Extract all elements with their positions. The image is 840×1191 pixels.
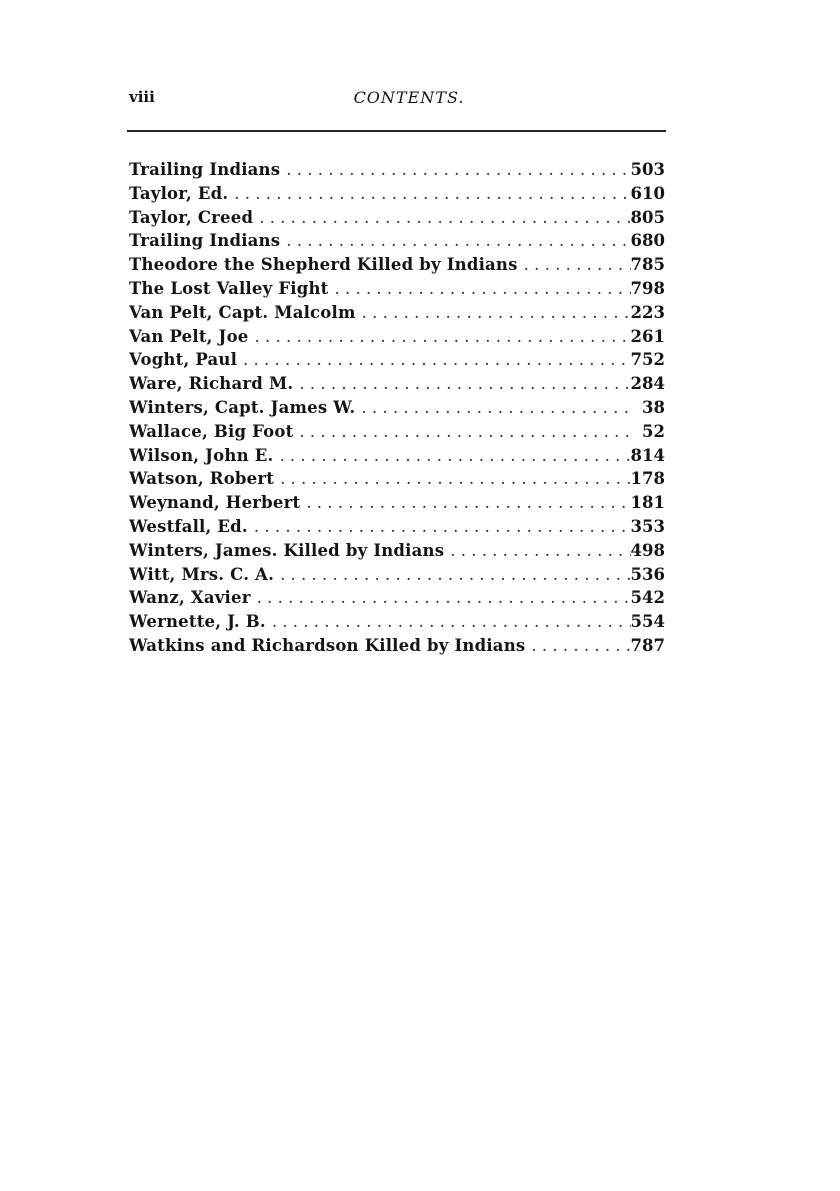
entry-title: Van Pelt, Joe bbox=[129, 326, 249, 346]
contents-entry bbox=[129, 515, 665, 539]
entry-title: Van Pelt, Capt. Malcolm bbox=[129, 302, 356, 322]
dot-leader bbox=[299, 372, 630, 396]
contents-entry bbox=[129, 206, 665, 230]
entry-title: Wernette, J. B. bbox=[129, 612, 266, 632]
contents-entry bbox=[129, 563, 665, 587]
contents-entry bbox=[129, 396, 665, 420]
entry-title: Trailing Indians bbox=[129, 160, 281, 179]
entry-page-number: 353 bbox=[630, 516, 665, 536]
page-number: viii bbox=[129, 88, 155, 106]
header-rule bbox=[127, 130, 666, 132]
contents-entry bbox=[129, 277, 665, 301]
entry-page-number: 498 bbox=[630, 540, 665, 560]
contents-entry bbox=[129, 634, 665, 658]
entry-page-number: 805 bbox=[630, 207, 665, 227]
dot-leader bbox=[299, 420, 631, 444]
entry-title: Theodore the Shepherd Killed by Indians bbox=[129, 255, 518, 275]
running-head: CONTENTS. bbox=[353, 88, 465, 107]
entry-page-number: 610 bbox=[630, 183, 665, 203]
dot-leader bbox=[280, 563, 630, 587]
contents-entry bbox=[129, 467, 665, 491]
contents-entry bbox=[129, 372, 665, 396]
entry-page-number: 284 bbox=[630, 374, 665, 394]
contents-entry bbox=[129, 253, 665, 277]
dot-leader bbox=[257, 586, 631, 610]
entry-page-number: 536 bbox=[630, 564, 665, 584]
dot-leader bbox=[279, 444, 630, 468]
entry-page-number: 181 bbox=[630, 493, 665, 513]
dot-leader bbox=[234, 182, 630, 206]
contents-entry bbox=[129, 491, 665, 515]
contents-entry bbox=[129, 301, 665, 325]
entry-title: Wallace, Big Foot bbox=[129, 421, 294, 441]
dot-leader bbox=[450, 539, 630, 563]
entry-title: Winters, James. Killed by Indians bbox=[129, 540, 445, 560]
entry-page-number: 261 bbox=[630, 326, 665, 346]
entry-title: Taylor, Creed bbox=[129, 207, 254, 227]
entry-page-number: 680 bbox=[630, 231, 665, 251]
dot-leader bbox=[254, 325, 630, 349]
entry-title: Trailing Indians bbox=[129, 231, 281, 251]
page-header bbox=[129, 88, 665, 114]
entry-page-number: 814 bbox=[630, 445, 665, 465]
dot-leader bbox=[524, 253, 631, 277]
dot-leader bbox=[243, 348, 630, 372]
entry-title: Westfall, Ed. bbox=[129, 516, 248, 536]
entry-page-number: 787 bbox=[630, 635, 665, 655]
dot-leader bbox=[531, 634, 630, 658]
entry-page-number: 52 bbox=[642, 421, 665, 441]
contents-entry bbox=[129, 325, 665, 349]
dot-leader bbox=[361, 396, 631, 420]
entry-title: Witt, Mrs. C. A. bbox=[129, 564, 275, 584]
contents-entry bbox=[129, 158, 665, 182]
entry-page-number: 178 bbox=[630, 469, 665, 489]
entry-title: Watson, Robert bbox=[129, 469, 275, 489]
entry-title: Watkins and Richardson Killed by Indians bbox=[129, 635, 526, 655]
entry-title: Wanz, Xavier bbox=[129, 588, 251, 608]
dot-leader bbox=[280, 467, 630, 491]
entry-page-number: 554 bbox=[630, 612, 665, 632]
dot-leader bbox=[259, 206, 630, 230]
entry-title: Wilson, John E. bbox=[129, 445, 274, 465]
contents-entry bbox=[129, 182, 665, 206]
contents-entry bbox=[129, 444, 665, 468]
entry-page-number: 38 bbox=[642, 397, 665, 417]
contents-entry bbox=[129, 229, 665, 253]
dot-leader bbox=[334, 277, 630, 301]
entry-page-number: 542 bbox=[630, 588, 665, 608]
contents-entry bbox=[129, 420, 665, 444]
entry-page-number: 752 bbox=[630, 350, 665, 370]
entry-title: Ware, Richard M. bbox=[129, 374, 294, 394]
entry-page-number: 223 bbox=[630, 302, 665, 322]
contents-entry bbox=[129, 610, 665, 634]
dot-leader bbox=[362, 301, 631, 325]
entry-page-number: 798 bbox=[630, 278, 665, 298]
contents-entry bbox=[129, 586, 665, 610]
entry-title: The Lost Valley Fight bbox=[129, 278, 329, 298]
entry-title: Winters, Capt. James W. bbox=[129, 397, 356, 417]
contents-entry bbox=[129, 539, 665, 563]
entry-title: Taylor, Ed. bbox=[129, 183, 229, 203]
entry-title: Weynand, Herbert bbox=[129, 493, 301, 513]
dot-leader bbox=[306, 491, 630, 515]
contents-list bbox=[129, 158, 665, 658]
entry-page-number: 785 bbox=[630, 255, 665, 275]
dot-leader bbox=[254, 515, 631, 539]
dot-leader bbox=[286, 158, 630, 182]
entry-title: Voght, Paul bbox=[129, 350, 238, 370]
contents-entry bbox=[129, 348, 665, 372]
entry-page-number: 503 bbox=[630, 160, 665, 179]
dot-leader bbox=[272, 610, 631, 634]
dot-leader bbox=[286, 229, 630, 253]
